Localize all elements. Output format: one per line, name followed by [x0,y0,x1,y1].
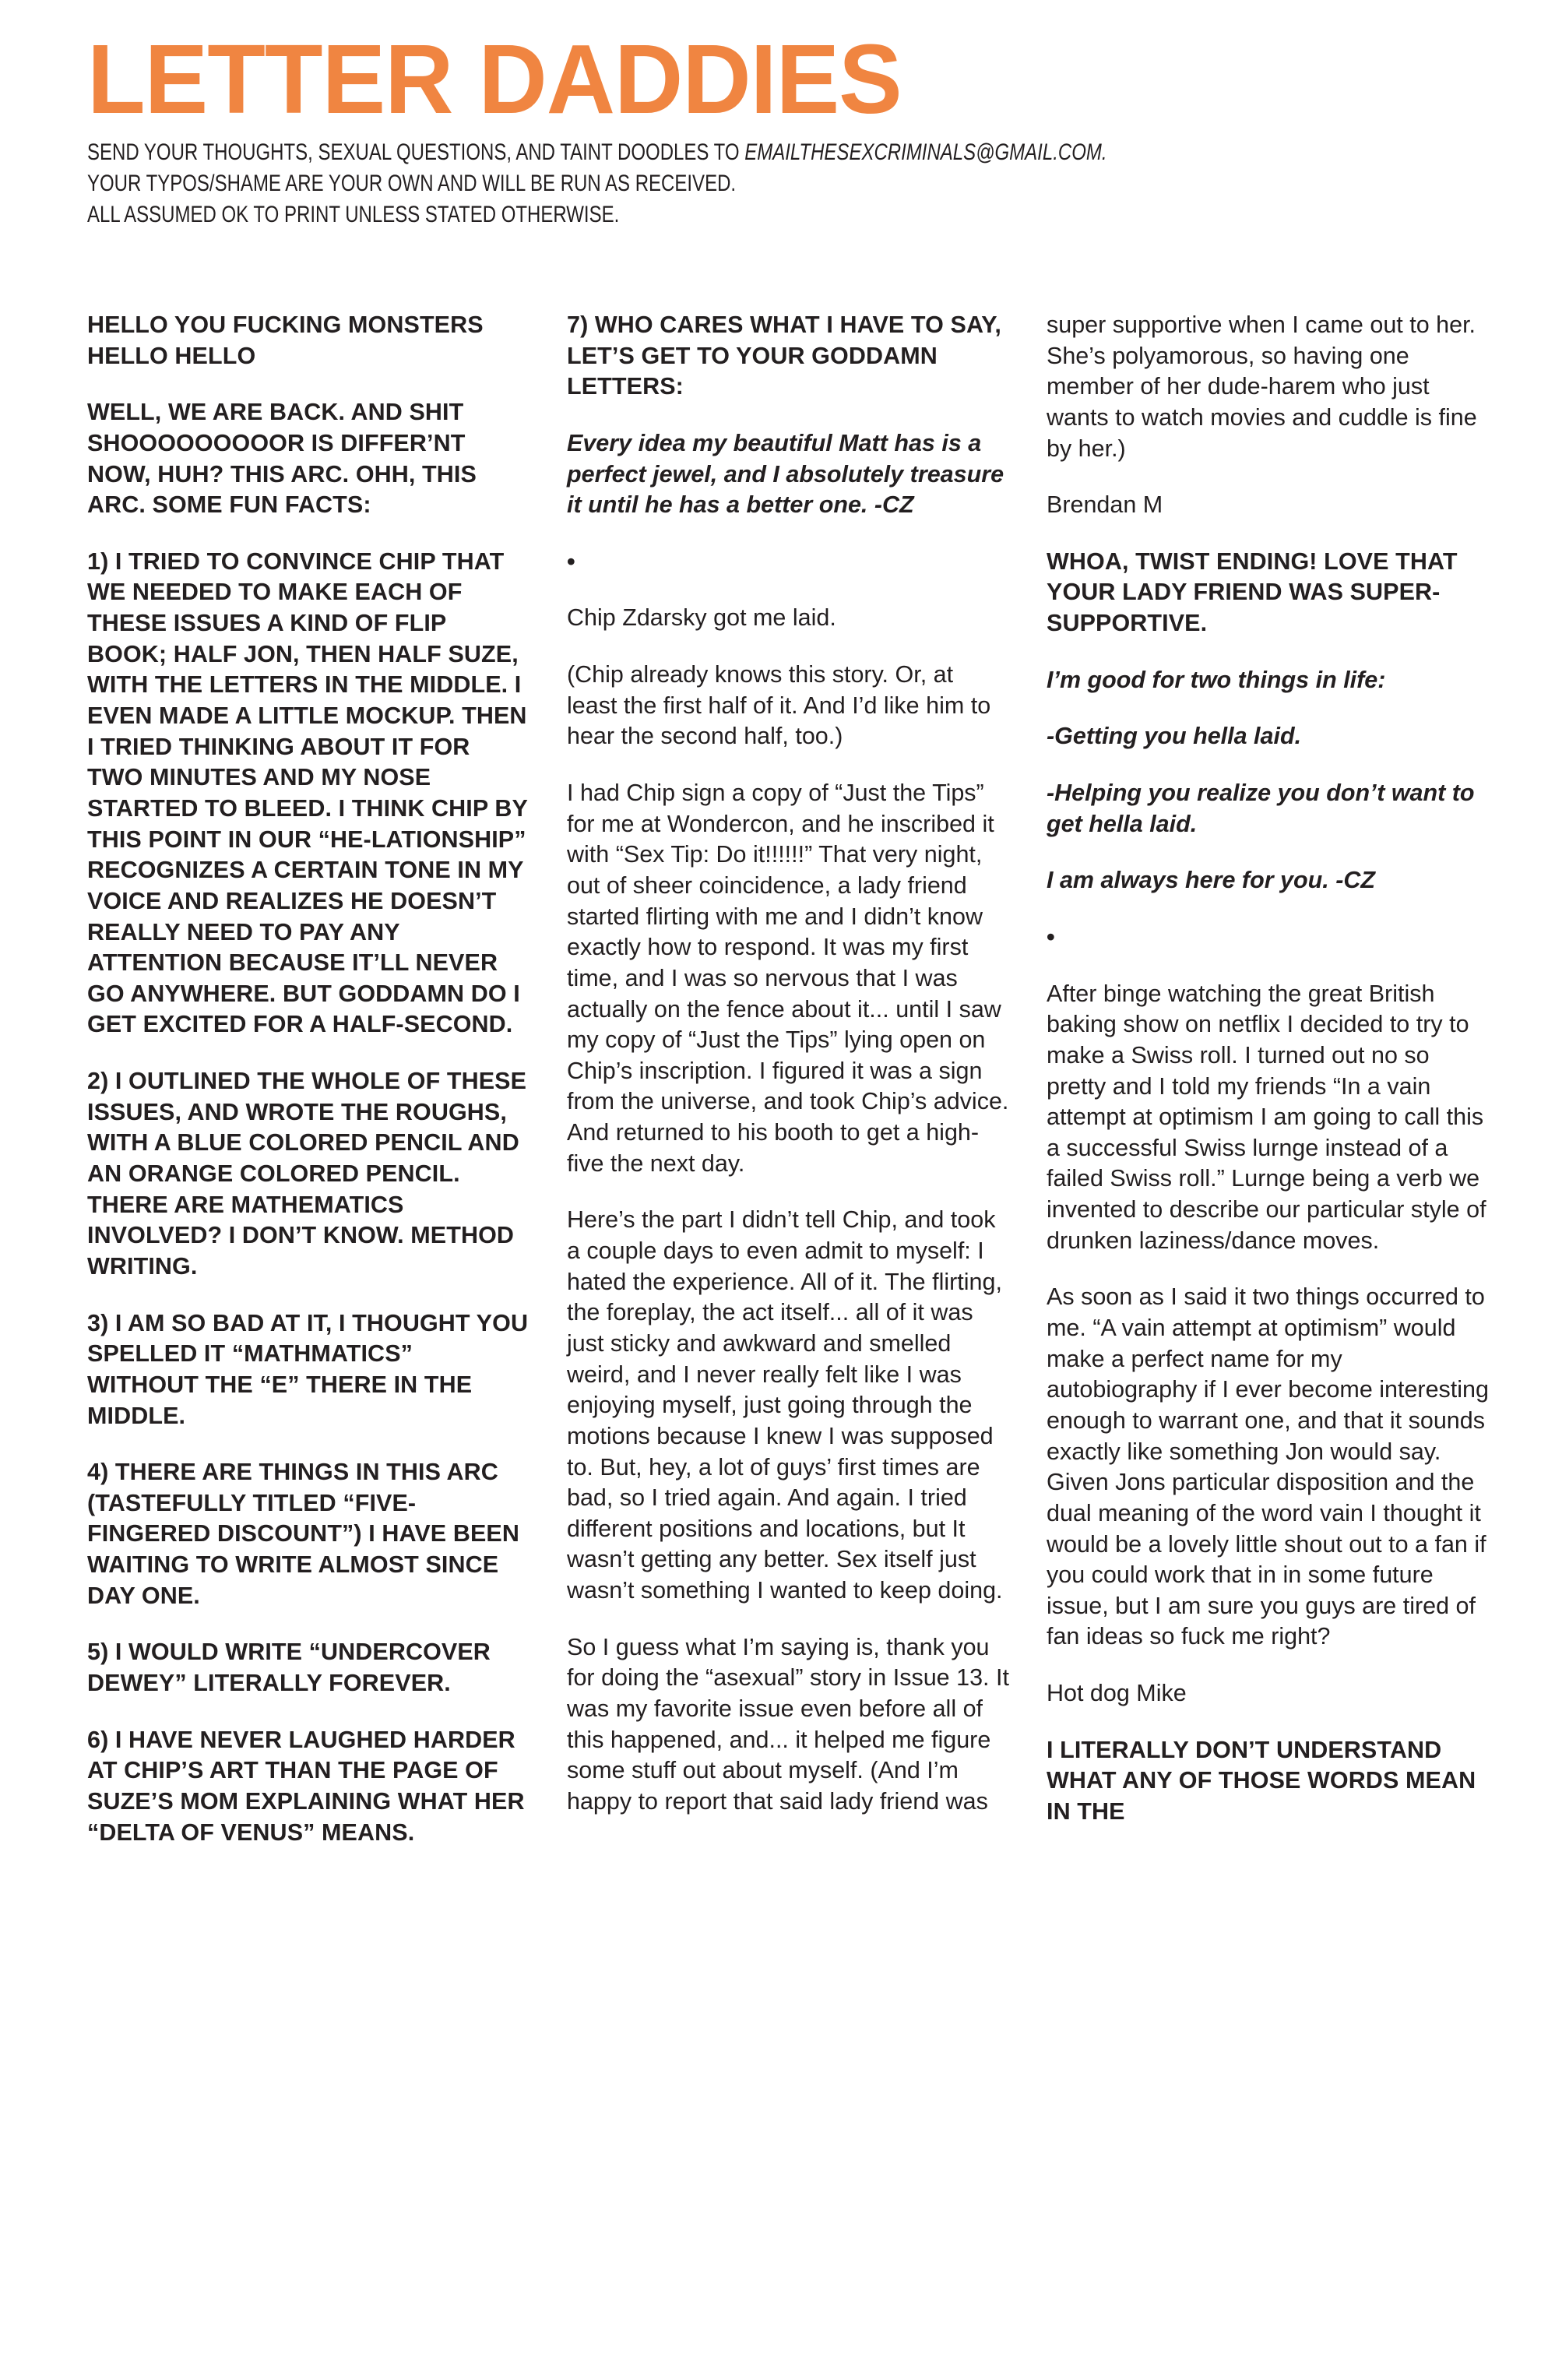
cz-reply-line-4: I am always here for you. -CZ [1047,867,1376,894]
typos-disclaimer-line: YOUR TYPOS/SHAME ARE YOUR OWN AND WILL BE RUN AS RECEIVED. [87,170,737,196]
letter-divider-bullet-2: • [1047,923,1055,950]
fun-fact-3: 3) I AM SO BAD AT IT, I THOUGHT YOU SPELLED IT “MATHMATICS” WITHOUT THE “E” THERE IN THE MIDDLE. [87,1309,529,1429]
submission-email[interactable]: EMAILTHESEXCRIMINALS@GMAIL.COM. [744,139,1107,165]
column-three [1047,310,1489,1854]
letter-divider-bullet: • [567,547,575,575]
letter-brendan-p4: Here’s the part I didn’t tell Chip, and took a couple days to even admit to myself: I hated the experience. All of it. The flirting, the foreplay, the act itself... all of it was just sticky and awkward and smelled weird, and I never really felt like I was enjoying myself, just going through the motions because I knew I was supposed to. But, hey, a lot of guys’ first times are bad, so I tried again. And again. I tried different positions and locations, but It wasn’t getting any better. Sex itself just wasn’t something I wanted to keep doing. [567,1206,1003,1604]
fun-fact-1: 1) I TRIED TO CONVINCE CHIP THAT WE NEEDED TO MAKE EACH OF THESE ISSUES A KIND OF FLIP BOOK; HALF JON, THEN HALF SUZE, WITH THE LETTERS IN THE MIDDLE. I EVEN MADE A LITTLE MOCKUP. THEN I TRIED THINKING ABOUT IT FOR TWO MINUTES AND MY NOSE STARTED TO BLEED. I THINK CHIP BY THIS POINT IN OUR “HE-LATIONSHIP” RECOGNIZES A CERTAIN TONE IN MY VOICE AND REALIZES HE DOESN’T REALLY NEED TO PAY ANY ATTENTION BECAUSE IT’LL NEVER GO ANYWHERE. BUT GODDAMN DO I GET EXCITED FOR A HALF-SECOND. [87,547,528,1038]
print-permission-line: ALL ASSUMED OK TO PRINT UNLESS STATED OTHERWISE. [87,201,620,227]
letters-columns [87,310,1489,1874]
letter-brendan-p6: super supportive when I came out to her. She’s polyamorous, so having one member of her dude-harem who just wants to watch movies and cuddle is fine by her.) [1047,312,1477,462]
masthead [87,24,1481,231]
letter-mike-p1: After binge watching the great British baking show on netflix I decided to try to make a Swiss roll. I turned out no so pretty and I told my friends “In a vain attempt at optimism I am going to call this a successful Swiss lurnge instead of a failed Swiss roll.” Lurnge being a verb we invented to describe our particular style of drunken laziness/dance moves. [1047,980,1486,1254]
letter-brendan-p3: I had Chip sign a copy of “Just the Tips” for me at Wondercon, and he inscribed it with “Sex Tip: Do it!!!!!!” That very night, out of sheer coincidence, a lady friend started flirting with me and I didn’t know exactly how to respond. It was my first time, and I was so nervous that I was actually on the fence about it... until I saw my copy of “Just the Tips” lying open on Chip’s inscription. I figured it was a sign from the universe, and took Chip’s advice. And returned to his booth to get a high-five the next day. [567,780,1009,1177]
editor-reply-cz-intro: Every idea my beautiful Matt has is a perfect jewel, and I absolutely treasure it until he has a better one. -CZ [567,429,1004,519]
column-two [567,310,1009,1843]
letter-brendan-signature: Brendan M [1047,491,1163,519]
column-one [87,310,529,1874]
masthead-subtitle [87,137,1481,231]
fun-fact-4: 4) THERE ARE THINGS IN THIS ARC (TASTEFULLY TITLED “FIVE-FINGERED DISCOUNT”) I HAVE BEEN WAITING TO WRITE ALMOST SINCE DAY ONE. [87,1459,519,1609]
letter-mike-signature: Hot dog Mike [1047,1680,1187,1707]
cz-reply-line-1: I’m good for two things in life: [1047,666,1386,693]
cz-reply-line-2: -Getting you hella laid. [1047,723,1302,750]
fun-fact-6: 6) I HAVE NEVER LAUGHED HARDER AT CHIP’S ART THAN THE PAGE OF SUZE’S MOM EXPLAINING WHAT HER “DELTA OF VENUS” MEANS. [87,1726,525,1846]
fun-fact-5: 5) I WOULD WRITE “UNDERCOVER DEWEY” LITERALLY FOREVER. [87,1639,491,1696]
letter-brendan-p1: Chip Zdarsky got me laid. [567,604,836,632]
editor-response-mike: I LITERALLY DON’T UNDERSTAND WHAT ANY OF THOSE WORDS MEAN IN THE [1047,1736,1476,1825]
letter-mike-p2: As soon as I said it two things occurred to me. “A vain attempt at optimism” would make a perfect name for my autobiography if I ever become interesting enough to warrant one, and that it sounds exactly like something Jon would say. Given Jons particular disposition and the dual meaning of the word vain I thought it would be a lovely little shout out to a fan if you could work that in in some future issue, but I am sure you guys are tired of fan ideas so fuck me right? [1047,1283,1489,1650]
submission-line [87,137,1481,168]
editor-greeting: HELLO YOU FUCKING MONSTERS HELLO HELLO [87,312,484,369]
page-title: LETTER DADDIES [87,24,902,134]
letter-brendan-p5: So I guess what I’m saying is, thank you for doing the “asexual” story in Issue 13. It was my favorite issue even before all of this happened, and... it helped me figure some stuff out about myself. (And I’m happy to report that said lady friend was [567,1633,1009,1815]
submission-text: SEND YOUR THOUGHTS, SEXUAL QUESTIONS, AND TAINT DOODLES TO [87,139,745,165]
cz-reply-line-3: -Helping you realize you don’t want to get hella laid. [1047,780,1475,837]
fun-fact-7: 7) WHO CARES WHAT I HAVE TO SAY, LET’S GET TO YOUR GODDAMN LETTERS: [567,312,1001,400]
fun-fact-2: 2) I OUTLINED THE WHOLE OF THESE ISSUES, AND WROTE THE ROUGHS, WITH A BLUE COLORED PENCIL AND AN ORANGE COLORED PENCIL. THERE ARE MATHEMATICS INVOLVED? I DON’T KNOW. METHOD WRITING. [87,1068,527,1280]
editor-intro: WELL, WE ARE BACK. AND SHIT SHOOOOOOOOOR IS DIFFER’NT NOW, HUH? THIS ARC. OHH, THIS ARC. SOME FUN FACTS: [87,399,477,519]
editor-response-brendan: WHOA, TWIST ENDING! LOVE THAT YOUR LADY FRIEND WAS SUPER-SUPPORTIVE. [1047,547,1458,637]
letter-brendan-p2: (Chip already knows this story. Or, at least the first half of it. And I’d like him to hear the second half, too.) [567,661,991,750]
